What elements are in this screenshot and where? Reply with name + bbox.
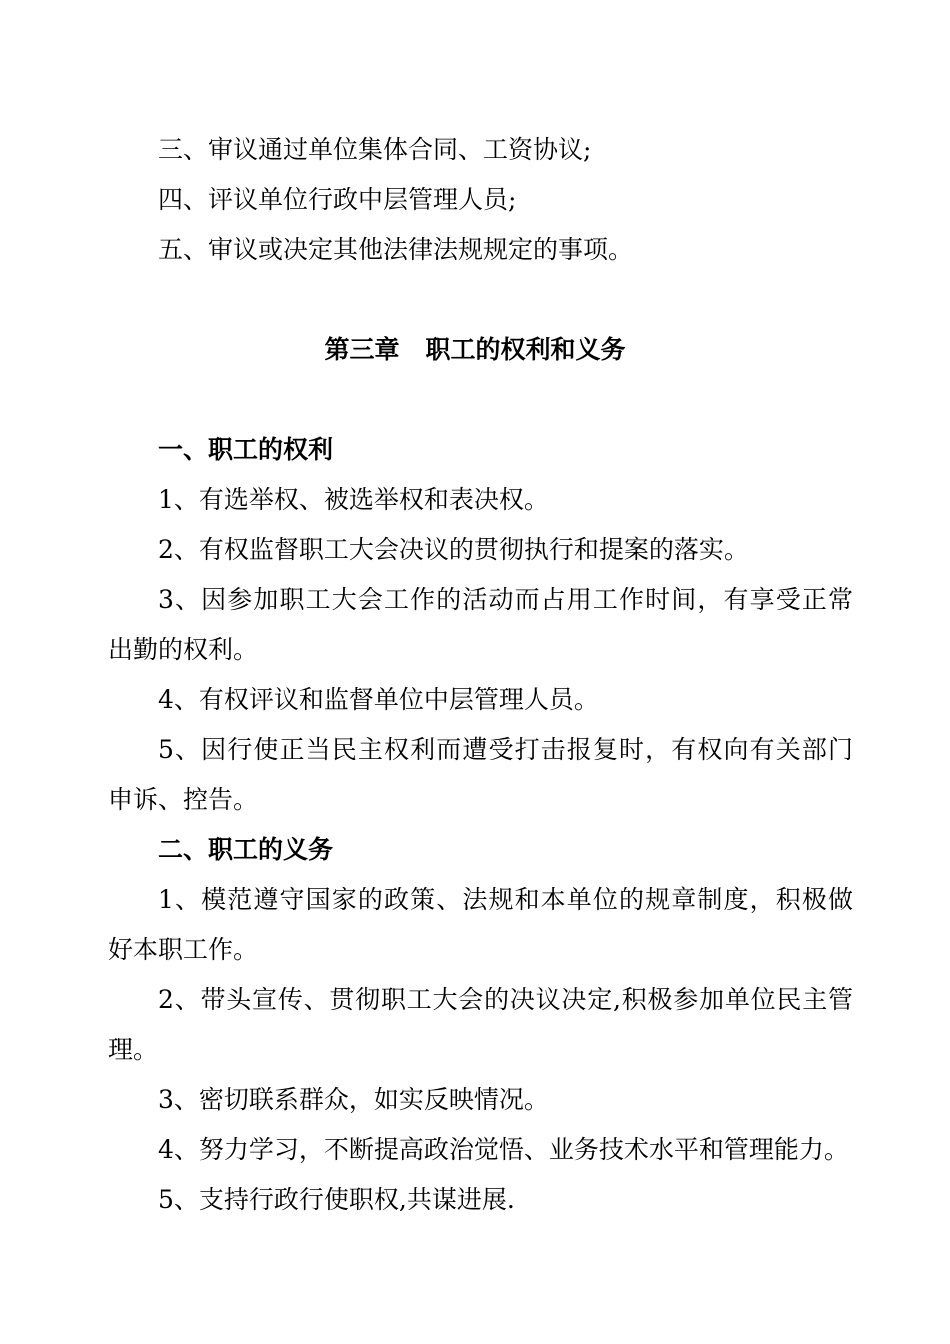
chapter-title: 第三章 职工的权利和义务 bbox=[324, 335, 626, 364]
duties-item-1-line-2: 好本职工作。 bbox=[108, 935, 259, 964]
duties-item-2-line-2: 理。 bbox=[108, 1035, 159, 1064]
duties-item-1-line-1: 1、模范遵守国家的政策、法规和本单位的规章制度，积极做 bbox=[158, 885, 853, 914]
rights-item-5-line-1: 5、因行使正当民主权利而遭受打击报复时，有权向有关部门 bbox=[158, 735, 853, 764]
rights-item-1: 1、有选举权、被选举权和表决权。 bbox=[158, 485, 549, 514]
rights-item-3-line-2: 出勤的权利。 bbox=[108, 635, 259, 664]
item-four: 四、评议单位行政中层管理人员; bbox=[158, 185, 517, 214]
item-five: 五、审议或决定其他法律法规规定的事项。 bbox=[158, 235, 634, 264]
rights-heading: 一、职工的权利 bbox=[158, 435, 334, 464]
item-three: 三、审议通过单位集体合同、工资协议; bbox=[158, 135, 592, 164]
duties-item-2-line-1: 2、带头宣传、贯彻职工大会的决议决定,积极参加单位民主管 bbox=[158, 985, 853, 1014]
duties-item-4: 4、努力学习，不断提高政治觉悟、业务技术水平和管理能力。 bbox=[158, 1135, 849, 1164]
rights-item-4: 4、有权评议和监督单位中层管理人员。 bbox=[158, 685, 599, 714]
duties-item-5: 5、支持行政行使职权,共谋进展. bbox=[158, 1185, 515, 1214]
rights-item-5-line-2: 申诉、控告。 bbox=[108, 785, 259, 814]
duties-item-3: 3、密切联系群众，如实反映情况。 bbox=[158, 1085, 549, 1114]
duties-heading: 二、职工的义务 bbox=[158, 835, 334, 864]
rights-item-3-line-1: 3、因参加职工大会工作的活动而占用工作时间，有享受正常 bbox=[158, 585, 853, 614]
rights-item-2: 2、有权监督职工大会决议的贯彻执行和提案的落实。 bbox=[158, 535, 749, 564]
